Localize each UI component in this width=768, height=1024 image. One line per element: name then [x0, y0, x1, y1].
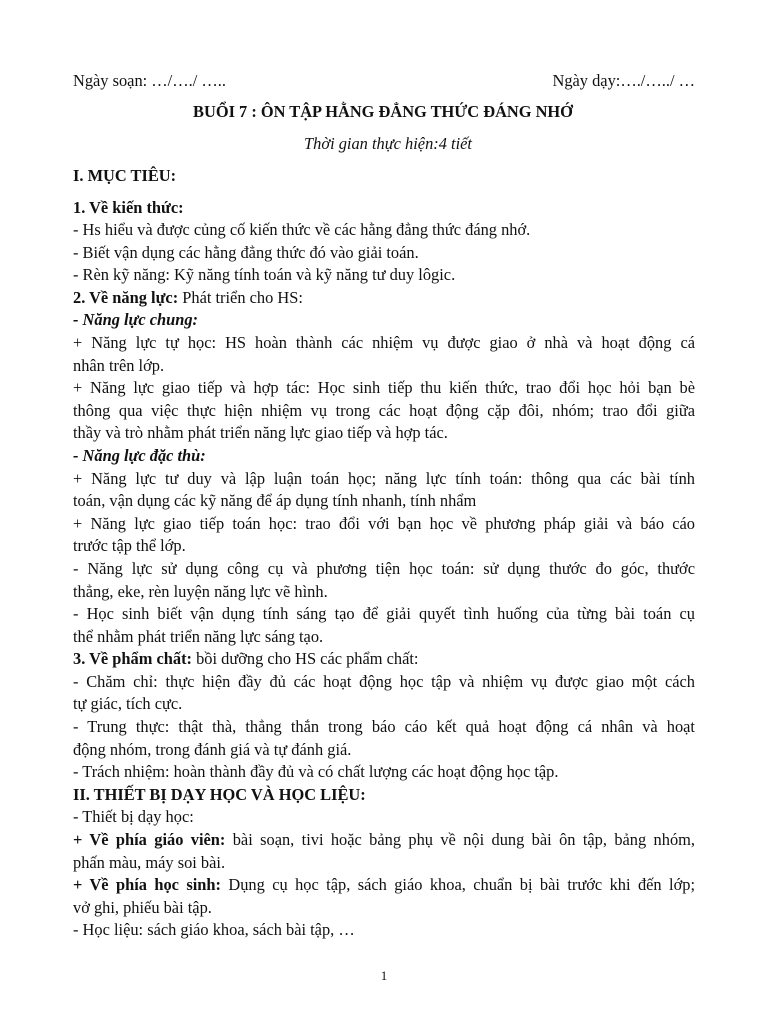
- page-number: 1: [380, 968, 388, 983]
- student-line: [73, 874, 695, 897]
- date-header: [73, 70, 695, 92]
- quality-line: - Chăm chỉ: thực hiện đầy đủ các hoạt động học tập và nhiệm vụ được giao một cách: [73, 671, 695, 691]
- general-competence-line: thầy và trò nhằm phát triển năng lực giao tiếp và hợp tác.: [73, 423, 448, 443]
- general-competence-line: + Năng lực giao tiếp và hợp tác: Học sinh tiếp thu kiến thức, trao đổi học hỏi bạn bè: [73, 378, 695, 398]
- specific-competence-line: - Năng lực sử dụng công cụ và phương tiện học toán: sử dụng thước đo góc, thước: [73, 558, 695, 578]
- specific-competence-line: - Học sinh biết vận dụng tính sáng tạo để giải quyết tình huống của từng bài toán cụ: [73, 604, 695, 624]
- general-competence-heading: - Năng lực chung:: [73, 310, 199, 330]
- general-competence-line: thông qua việc thực hiện nhiệm vụ trong các hoạt động cặp đôi, nhóm; trao đổi giữa: [73, 400, 695, 420]
- general-competence-line: + Năng lực tự học: HS hoàn thành các nhiệm vụ được giao ở nhà và hoạt động cá: [73, 332, 695, 352]
- student-line: vở ghi, phiếu bài tập.: [73, 897, 212, 917]
- document-page: [73, 70, 695, 942]
- competence-heading-line: [73, 287, 695, 310]
- specific-competence-line: + Năng lực giao tiếp toán học: trao đổi với bạn học về phương pháp giải và báo cáo: [73, 513, 695, 533]
- general-competence-line: nhân trên lớp.: [73, 355, 165, 375]
- specific-competence-heading: - Năng lực đặc thù:: [73, 445, 206, 465]
- knowledge-item: - Biết vận dụng các hằng đẳng thức đó vào giải toán.: [73, 242, 419, 262]
- quality-heading: 3. Về phẩm chất:: [73, 649, 192, 669]
- section-objectives-heading: I. MỤC TIÊU:: [73, 166, 177, 185]
- prep-date: Ngày soạn: …/…./ …..: [73, 71, 226, 90]
- quality-line: - Trách nhiệm: hoàn thành đầy đủ và có chất lượng các hoạt động học tập.: [73, 762, 559, 782]
- teacher-label: + Về phía giáo viên:: [73, 830, 226, 850]
- student-text: Dụng cụ học tập, sách giáo khoa, chuẩn bị bài trước khi đến lớp;: [220, 875, 695, 895]
- materials-line: - Học liệu: sách giáo khoa, sách bài tập, …: [73, 920, 355, 940]
- quality-line: - Trung thực: thật thà, thẳng thắn trong báo cáo kết quả hoạt động cá nhân và hoạt: [73, 717, 695, 737]
- document-subtitle: Thời gian thực hiện:4 tiết: [304, 134, 472, 153]
- knowledge-item: - Hs hiểu và được củng cố kiến thức về các hằng đẳng thức đáng nhớ.: [73, 220, 531, 239]
- quality-line: tự giác, tích cực.: [73, 694, 183, 714]
- specific-competence-line: thẳng, eke, rèn luyện năng lực vẽ hình.: [73, 581, 328, 601]
- student-label: + Về phía học sinh:: [73, 875, 221, 895]
- teacher-text: bài soạn, tivi hoặc bảng phụ về nội dung bài ôn tập, bảng nhóm,: [225, 830, 695, 850]
- teach-date: Ngày dạy:…./…../ …: [552, 71, 695, 90]
- specific-competence-line: toán, vận dụng các kỹ năng để áp dụng tính nhanh, tính nhẩm: [73, 491, 477, 511]
- specific-competence-line: trước tập thể lớp.: [73, 536, 186, 556]
- section-equipment-heading: II. THIẾT BỊ DẠY HỌC VÀ HỌC LIỆU:: [73, 784, 366, 804]
- competence-heading: 2. Về năng lực:: [73, 287, 179, 307]
- specific-competence-line: + Năng lực tư duy và lập luận toán học; năng lực tính toán: thông qua các bài tính: [73, 468, 695, 488]
- competence-heading-rest: Phát triển cho HS:: [178, 287, 303, 307]
- teacher-line: [73, 829, 695, 852]
- quality-heading-rest: bồi dưỡng cho HS các phẩm chất:: [191, 649, 419, 669]
- quality-heading-line: [73, 648, 695, 671]
- quality-line: động nhóm, trong đánh giá và tự đánh giá.: [73, 739, 352, 759]
- knowledge-item: - Rèn kỹ năng: Kỹ năng tính toán và kỹ năng tư duy lôgic.: [73, 265, 456, 285]
- teacher-line: phấn màu, máy soi bài.: [73, 852, 226, 872]
- knowledge-heading: 1. Về kiến thức:: [73, 198, 184, 217]
- equipment-line: - Thiết bị dạy học:: [73, 807, 194, 827]
- specific-competence-line: thể nhằm phát triển năng lực sáng tạo.: [73, 626, 324, 646]
- document-title: BUỔI 7 : ÔN TẬP HẰNG ĐẲNG THỨC ĐÁNG NHỚ: [193, 102, 573, 121]
